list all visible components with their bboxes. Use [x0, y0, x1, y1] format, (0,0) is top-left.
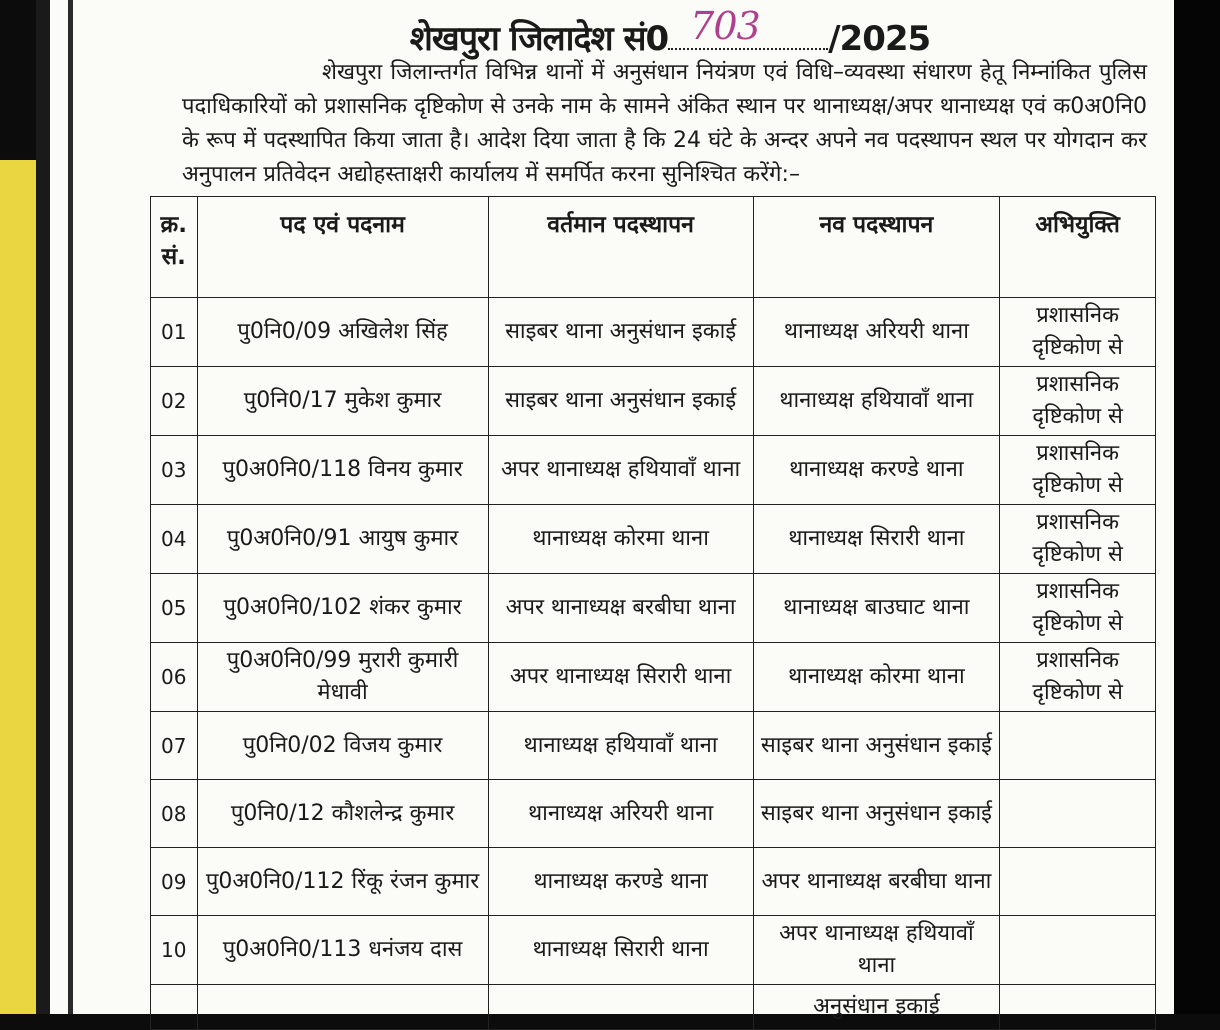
current-posting-cell: थानाध्यक्ष कोरमा थाना [488, 505, 753, 574]
new-posting-cell: थानाध्यक्ष सिरारी थाना [753, 505, 1000, 574]
current-posting-cell: अपर थानाध्यक्ष सिरारी थाना [488, 643, 753, 712]
current-posting-cell: थानाध्यक्ष हथियावाँ थाना [488, 712, 753, 780]
table-row [151, 574, 1156, 643]
serial-cell: 04 [151, 505, 198, 574]
name-cell: पु0नि0/02 विजय कुमार [197, 712, 488, 780]
new-posting-cell: थानाध्यक्ष कोरमा थाना [753, 643, 1000, 712]
name-cell: पु0नि0/12 कौशलेन्द्र कुमार [197, 780, 488, 848]
order-number-handwritten: 703 [690, 4, 760, 48]
header-new-posting: नव पदस्थापन [753, 197, 1000, 298]
serial-cell: 10 [151, 916, 198, 985]
table-row [151, 367, 1156, 436]
header-current-posting: वर्तमान पदस्थापन [488, 197, 753, 298]
table-header-row [151, 197, 1156, 298]
name-cell: पु0अ0नि0/118 विनय कुमार [197, 436, 488, 505]
current-posting-cell: साइबर थाना अनुसंधान इकाई [488, 367, 753, 436]
new-posting-cell: साइबर थाना अनुसंधान इकाई [753, 712, 1000, 780]
current-posting-cell: थानाध्यक्ष अरियरी थाना [488, 780, 753, 848]
remark-cell: प्रशासनिक दृष्टिकोण से [1000, 574, 1156, 643]
remark-cell: प्रशासनिक दृष्टिकोण से [1000, 436, 1156, 505]
serial-cell: 06 [151, 643, 198, 712]
new-posting-cell: थानाध्यक्ष अरियरी थाना [753, 298, 1000, 367]
order-number-field [668, 4, 828, 50]
table-row [151, 848, 1156, 916]
remark-cell: प्रशासनिक दृष्टिकोण से [1000, 298, 1156, 367]
name-cell: पु0अ0नि0/113 धनंजय दास [197, 916, 488, 985]
new-posting-cell: अपर थानाध्यक्ष हथियावाँ थाना [753, 916, 1000, 985]
table-row [151, 436, 1156, 505]
posting-table [150, 196, 1156, 1030]
name-cell: पु0नि0/09 अखिलेश सिंह [197, 298, 488, 367]
remark-cell: प्रशासनिक दृष्टिकोण से [1000, 643, 1156, 712]
name-cell: पु0अ0नि0/102 शंकर कुमार [197, 574, 488, 643]
table-body [151, 298, 1156, 1030]
table-row [151, 643, 1156, 712]
page-left-shadow [36, 0, 50, 1014]
header-remark: अभियुक्ति [1000, 197, 1156, 298]
serial-cell: 09 [151, 848, 198, 916]
remark-cell [1000, 916, 1156, 985]
table-row [151, 780, 1156, 848]
desk-yellow-strip [0, 160, 36, 1014]
table-cell-cut-off [197, 985, 488, 1030]
current-posting-cell: थानाध्यक्ष करण्डे थाना [488, 848, 753, 916]
new-posting-cell: अनुसंधान इकाई [753, 985, 1000, 1030]
table-row-partial [151, 985, 1156, 1030]
paper-margin-line [68, 0, 73, 1014]
current-posting-cell: साइबर थाना अनुसंधान इकाई [488, 298, 753, 367]
order-title [300, 4, 1040, 60]
new-posting-cell: थानाध्यक्ष करण्डे थाना [753, 436, 1000, 505]
new-posting-cell: साइबर थाना अनुसंधान इकाई [753, 780, 1000, 848]
new-posting-cell: अपर थानाध्यक्ष बरबीघा थाना [753, 848, 1000, 916]
header-serial: क्र. सं. [151, 197, 198, 298]
table-row [151, 712, 1156, 780]
serial-cell: 02 [151, 367, 198, 436]
serial-cell: 08 [151, 780, 198, 848]
remark-cell [1000, 780, 1156, 848]
new-posting-cell: थानाध्यक्ष बाउघाट थाना [753, 574, 1000, 643]
order-title-prefix: शेखपुरा जिलादेश सं0 [409, 19, 669, 59]
header-name: पद एवं पदनाम [197, 197, 488, 298]
order-paragraph [182, 56, 1147, 192]
table-cell-cut-off [151, 985, 198, 1030]
table-row [151, 916, 1156, 985]
current-posting-cell: थानाध्यक्ष सिरारी थाना [488, 916, 753, 985]
remark-cell [1000, 712, 1156, 780]
table-row [151, 505, 1156, 574]
table-cell-cut-off [1000, 985, 1156, 1030]
remark-cell [1000, 848, 1156, 916]
name-cell: पु0अ0नि0/99 मुरारी कुमारी मेधावी [197, 643, 488, 712]
order-title-year: /2025 [828, 19, 931, 59]
current-posting-cell: अपर थानाध्यक्ष बरबीघा थाना [488, 574, 753, 643]
serial-cell: 03 [151, 436, 198, 505]
order-paragraph-text: शेखपुरा जिलान्तर्गत विभिन्न थानों में अनुसंधान नियंत्रण एवं विधि–व्यवस्था संधारण हेतू निम्नांकित पुलिस पदाधिकारियों को प्रशासनिक दृष्टिकोण से उनके नाम के सामने अंकित स्थान पर थानाध्यक्ष/अपर थानाध्यक्ष एवं क0अ0नि0 के रूप में पदस्थापित किया जाता है। आदेश दिया जाता है कि 24 घंटे के अन्दर अपने नव पदस्थापन स्थल पर योगदान कर अनुपालन प्रतिवेदन अद्योहस्ताक्षरी कार्यालय में समर्पित करना सुनिश्चित करेंगे:– [182, 60, 1148, 187]
page-right-shadow [1174, 0, 1220, 1014]
remark-cell: प्रशासनिक दृष्टिकोण से [1000, 367, 1156, 436]
serial-cell: 05 [151, 574, 198, 643]
remark-cell: प्रशासनिक दृष्टिकोण से [1000, 505, 1156, 574]
table-row [151, 298, 1156, 367]
serial-cell: 01 [151, 298, 198, 367]
name-cell: पु0नि0/17 मुकेश कुमार [197, 367, 488, 436]
name-cell: पु0अ0नि0/112 रिंकू रंजन कुमार [197, 848, 488, 916]
name-cell: पु0अ0नि0/91 आयुष कुमार [197, 505, 488, 574]
new-posting-cell: थानाध्यक्ष हथियावाँ थाना [753, 367, 1000, 436]
table-cell-cut-off [488, 985, 753, 1030]
current-posting-cell: अपर थानाध्यक्ष हथियावाँ थाना [488, 436, 753, 505]
serial-cell: 07 [151, 712, 198, 780]
